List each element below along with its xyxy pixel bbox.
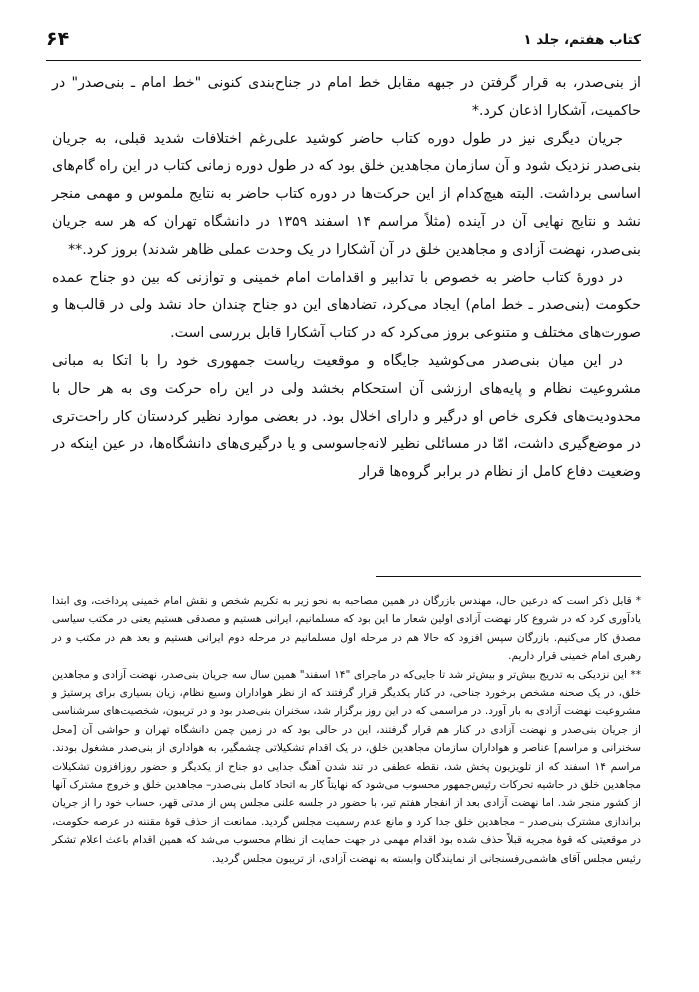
paragraph: از بنی‌صدر، به قرار گرفتن در جبهه مقابل خط امام در جناح‌بندی کنونی "خط امام ـ بنی‌صدر" در حاکمیت، آشکارا اذعان کرد.* [52,75,641,119]
footnotes [52,592,641,868]
book-title: کتاب هفتم، جلد ۱ [523,32,641,48]
footnote-separator [376,576,641,577]
paragraph: در این میان بنی‌صدر می‌کوشید جایگاه و موقعیت ریاست جمهوری خود را با اتکا به مبانی مشروعیت نظام و پایه‌های ارزشی آن استحکام بخشد ولی در این راه حرکت وی به هر حال با محدودیت‌های فکری خاص او درگیر و دارای اخلال بود. در بعضی موارد نظیر کردستان کار راحت‌تری در موضع‌گیری داشت، امّا در مسائلی نظیر لانه‌جاسوسی و یا درگیری‌های دانشگاه‌ها، در عین اینکه در وضعیت دفاع کامل از نظام در برابر گروه‌ها قرار [52,352,641,481]
paragraph: جریان دیگری نیز در طول دوره کتاب حاضر کوشید علی‌رغم اختلافات شدید قبلی، به جریان بنی‌صدر نزدیک شود و آن سازمان مجاهدین خلق بود که در طول دوره زمانی کتاب در این راه گام‌های اساسی برداشت. البته هیچ‌کدام از این حرکت‌ها در دوره کتاب حاضر به نتایج ملموس و مهمی منجر نشد و نتایج نهایی آن در آینده (مثلاً مراسم ۱۴ اسفند ۱۳۵۹ در دانشگاه تهران که هر سه جریان بنی‌صدر، نهضت آزادی و مجاهدین خلق در آن آشکارا در یک وحدت عملی ظاهر شدند) بروز کرد.** [52,130,641,258]
paragraph: در دورهٔ کتاب حاضر به خصوص با تدابیر و اقدامات امام خمینی و توازنی که بین دو جناح عمده حکومت (بنی‌صدر ـ خط امام) ایجاد می‌کرد، تضادهای این دو جناح چندان حاد نشد ولی در قالب‌ها و صورت‌های مختلف و متنوعی بروز می‌کرد که در کتاب آشکارا قابل بررسی است. [52,269,641,342]
page-number: ۶۴ [46,28,70,50]
footnote: * قابل ذکر است که درعین حال، مهندس بازرگان در همین مصاحبه به نحو زیر به تکریم شخص و نقش امام خمینی پرداخت، وی ابتدا یادآوری کرد که در شروع کار نهضت آزادی اولین شعار ما این بود که مسلمانیم، ایرانی هستیم و مصدقی هستیم یعنی در مکتب سیاسی مصدق کار می‌کنیم. بازرگان سپس افزود که حالا هم در مرحله اول مسلمانیم در مرحله دوم ایرانی هستیم و بعد هم در مکتب و در رهبری امام خمینی قرار داریم. [52,595,641,663]
main-text [52,70,641,487]
running-header [46,26,641,61]
footnote: ** این نزدیکی به تدریج بیش‌تر و بیش‌تر شد تا جایی‌که در ماجرای "۱۴ اسفند" همین سال سه جریان بنی‌صدر، نهضت آزادی و مجاهدین خلق، در یک صحنه مشخص برخورد جناحی، در کنار یکدیگر قرار گرفتند که از نظر هواداران وسیع نظام، زیان بسیاری برای پرستیژ و مشروعیت نهضت آزادی به بار آورد. در مراسمی که در این روز برگزار شد، سخنران بنی‌صدر بود و در تریبون، شخصیت‌های سرشناسی از جریان بنی‌صدر و نهضت آزادی در کنار هم قرار گرفتند، این در حالی بود که در زمین چمن دانشگاه تهران و حواشی آن [محل سخنرانی و مراسم] عناصر و هواداران سازمان مجاهدین خلق، در یک اقدام تشکیلاتی چشمگیر، به هواداری از بنی‌صدر مشغول بودند. مراسم ۱۴ اسفند که از تلویزیون پخش شد، نقطه عطفی در تند شدن آهنگ جدایی دو جناح از یکدیگر و حضور روزافزون تشکیلات مجاهدین خلق در حاشیه تحرکات رئیس‌جمهور محسوب می‌شود که نهایتاً کار به اتحاد کامل بنی‌صدر– مجاهدین خلق و خروج مشترک آنها از کشور منجر شد. اما نهضت آزادی بعد از انفجار هفتم تیر، با حضور در جلسه علنی مجلس پس از مدتی قهر، حساب خود را از جریان براندازی مشترک بنی‌صدر – مجاهدین خلق جدا کرد و مانع عدم رسمیت مجلس گردید. ممانعت از حذف قوهٔ مقننه در عرصه حکومت، در موقعیتی که قوهٔ مجریه قبلاً حذف شده بود اقدام مهمی در جهت حمایت از نظام محسوب می‌شد که همین اقدام باعث اعلام تشکر رئیس مجلس آقای هاشمی‌رفسنجانی از نمایندگان وابسته به نهضت آزادی، از تریبون مجلس گردید. [52,668,641,865]
